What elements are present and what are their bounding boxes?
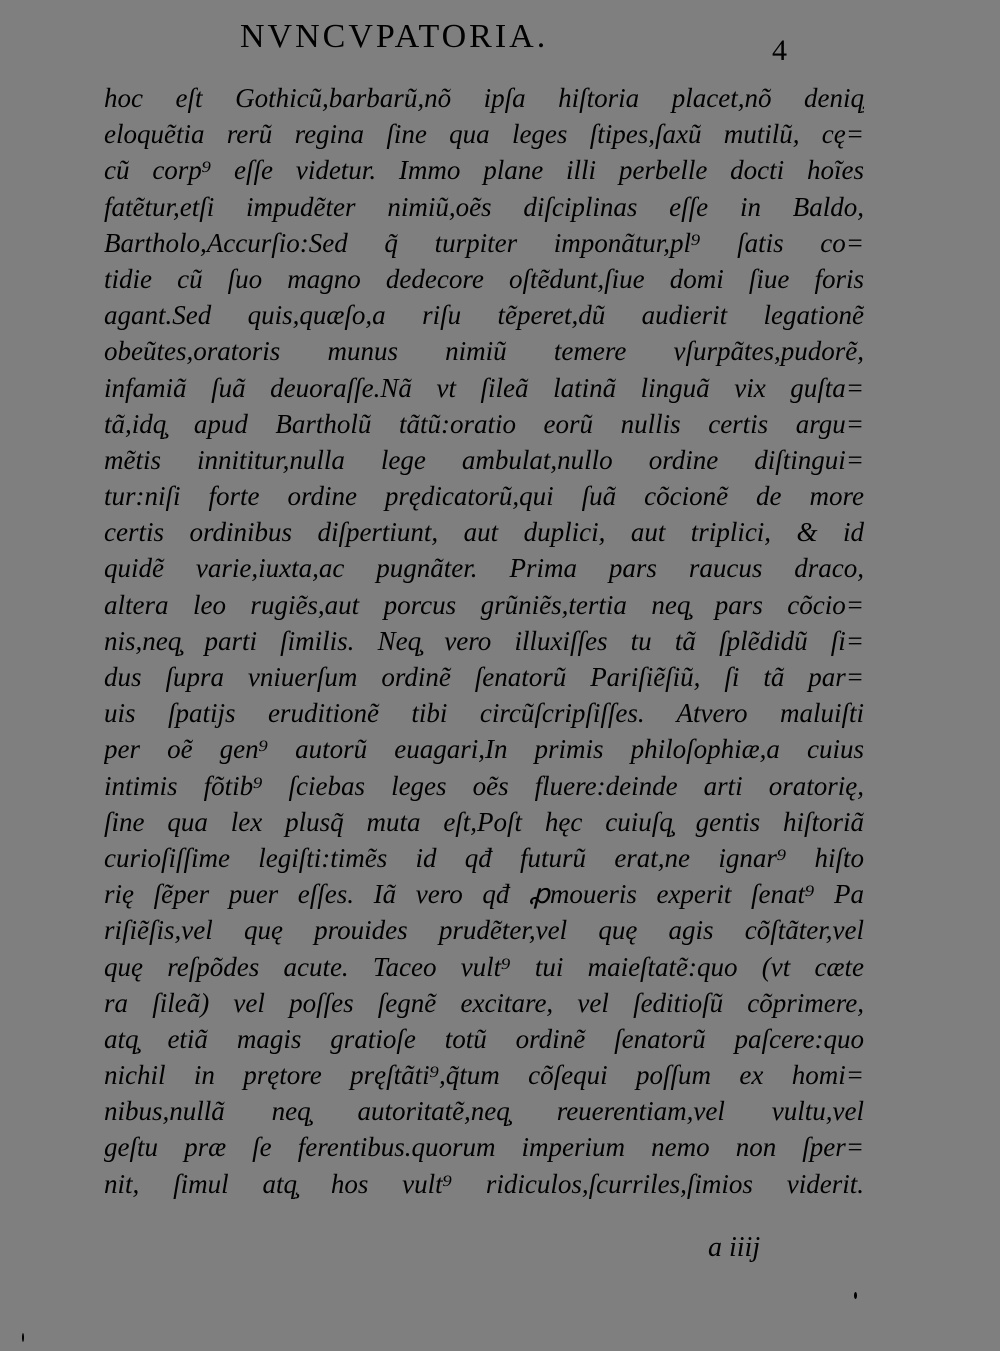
text-line: nibus,nullã neq̧ autoritatẽ,neq̧ reuerentiam,vel vultu,vel <box>104 1096 864 1127</box>
text-line: geſtu præ ſe ferentibus.quorum imperium nemo non ſper= <box>104 1132 864 1163</box>
text-line: atq̧ etiã magis gratioſe totũ ordinẽ ſenatorũ paſcere:quo <box>104 1023 864 1054</box>
text-line: uis ſpatijs eruditionẽ tibi circũſcripſiſſes. Atvero maluiſti <box>104 698 864 729</box>
text-line: certis ordinibus diſpertiunt, aut duplici, aut triplici, & id <box>104 517 864 548</box>
text-line: nit, ſimul atq̧ hos vult⁹ ridiculos,ſcurriles,ſimios viderit. <box>104 1168 864 1199</box>
text-line: nichil in prętore pręſtãti⁹,q̃tum cõſequi poſſum ex homi= <box>104 1060 864 1091</box>
text-line: tidie cũ ſuo magno dedecore oſtẽdunt,ſiue domi ſiue foris <box>104 263 864 294</box>
text-line: obeũtes,oratoris munus nimiũ temere vſurpãtes,pudorẽ, <box>104 336 864 367</box>
text-line: intimis fõtib⁹ ſciebas leges oẽs fluere:deinde arti oratorię, <box>104 770 864 801</box>
text-line: ra ſileã) vel poſſes ſegnẽ excitare, vel ſeditioſũ cõprimere, <box>104 987 864 1018</box>
text-line: per oẽ gen⁹ autorũ euagari,In primis philoſophiæ,a cuius <box>104 734 864 765</box>
text-line: eloquẽtia rerũ regina ſine qua leges ſtipes,ſaxũ mutilũ, cę= <box>104 119 864 150</box>
text-line: mẽtis innititur,nulla lege ambulat,nullo ordine diſtingui= <box>104 444 864 475</box>
page-number: 4 <box>772 34 787 67</box>
text-line: altera leo rugiẽs,aut porcus grũniẽs,tertia neq̧ pars cõcio= <box>104 589 864 620</box>
text-line: rię ſẽper puer eſſes. Iã vero qđ ꝓmoueris experit ſenat⁹ Pa <box>104 879 864 910</box>
text-line: Bartholo,Accurſio:Sed q̃ turpiter imponãtur,pl⁹ ſatis co= <box>104 227 864 258</box>
running-head: NVNCVPATORIA. <box>240 18 549 55</box>
text-line: riſiẽſis,vel quę prouides prudẽter,vel quę agis cõſtãter,vel <box>104 915 864 946</box>
signature-mark: a iiij <box>708 1232 761 1263</box>
text-line: quidẽ varie,iuxta,ac pugnãter. Prima pars raucus draco, <box>104 553 864 584</box>
text-line: infamiã ſuã deuoraſſe.Nã vt ſileã latinã linguã vix guſta= <box>104 372 864 403</box>
text-line: quę reſpõdes acute. Taceo vult⁹ tui maieſtatẽ:quo (vt cæte <box>104 951 864 982</box>
text-line: cũ corp⁹ eſſe videtur. Immo plane illi perbelle docti hoĩes <box>104 155 864 186</box>
text-line: hoc eſt Gothicũ,barbarũ,nõ ipſa hiſtoria placet,nõ deniq̧ <box>104 83 864 113</box>
text-line: tã,idq̧ apud Bartholũ tãtũ:oratio eorũ nullis certis argu= <box>104 408 864 439</box>
text-line: ſine qua lex plusq̃ muta eſt,Poſt hęc cuiuſq̧ gentis hiſtoriã <box>104 806 864 837</box>
text-line: fatẽtur,etſi impudẽter nimiũ,oẽs diſciplinas eſſe in Baldo, <box>104 191 864 222</box>
text-line: tur:niſi forte ordine prędicatorũ,qui ſuã cõcionẽ de more <box>104 481 864 512</box>
text-line: nis,neq̧ parti ſimilis. Neq̧ vero illuxiſſes tu tã ſplẽdidũ ſi= <box>104 625 864 656</box>
text-line: agant.Sed quis,quæſo,a riſu tẽperet,dũ audierit legationẽ <box>104 300 864 331</box>
ink-speck <box>22 1333 24 1342</box>
body-text <box>104 80 864 1202</box>
text-line: curioſiſſime legiſti:timẽs id qđ futurũ erat,ne ignar⁹ hiſto <box>104 842 864 873</box>
ink-speck <box>854 1292 857 1299</box>
text-line: dus ſupra vniuerſum ordinẽ ſenatorũ Pariſiẽſiũ, ſi tã par= <box>104 662 864 692</box>
